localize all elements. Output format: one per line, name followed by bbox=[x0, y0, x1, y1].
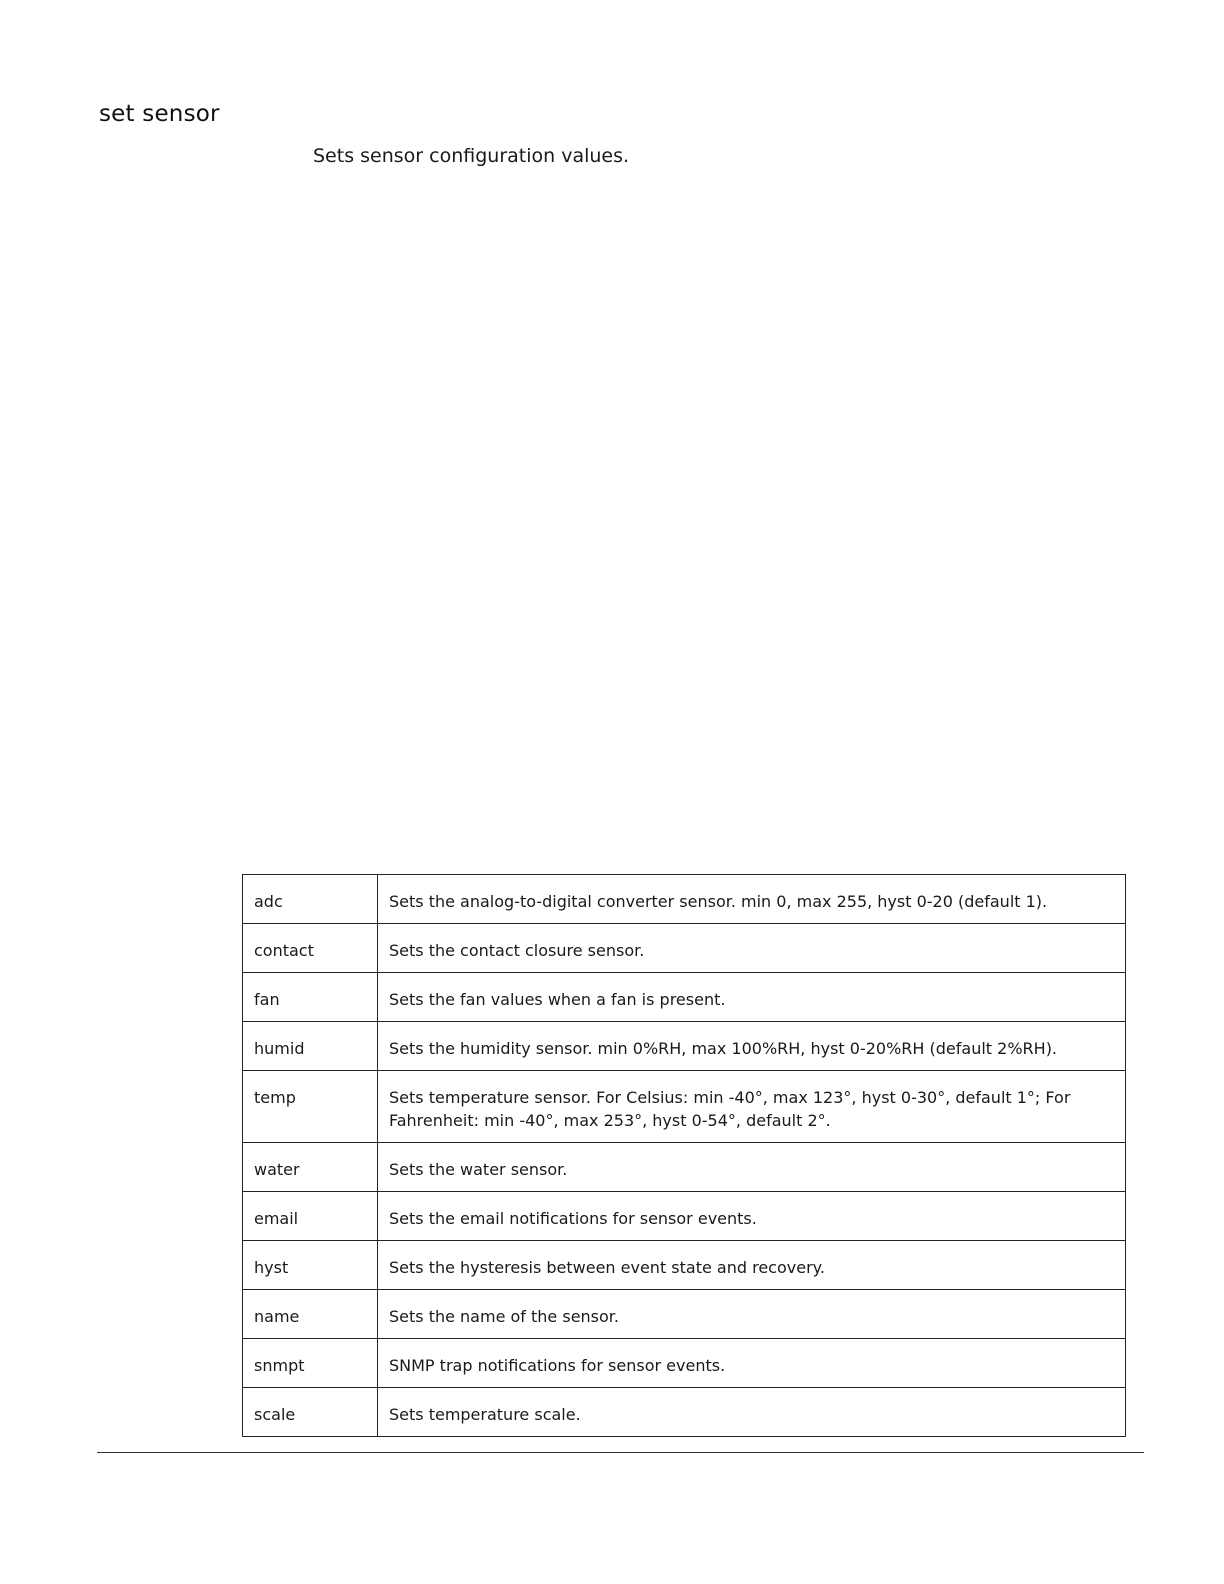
parameter-description: Sets the humidity sensor. min 0%RH, max 100%RH, hyst 0-20%RH (default 2%RH). bbox=[378, 1022, 1126, 1071]
parameter-name: water bbox=[243, 1143, 378, 1192]
parameter-description: SNMP trap notifications for sensor events. bbox=[378, 1339, 1126, 1388]
section-title: set sensor bbox=[99, 101, 220, 127]
parameter-name: scale bbox=[243, 1388, 378, 1437]
parameter-description: Sets the water sensor. bbox=[378, 1143, 1126, 1192]
parameter-name: adc bbox=[243, 875, 378, 924]
table-row bbox=[243, 1388, 1126, 1437]
parameter-description: Sets the hysteresis between event state and recovery. bbox=[378, 1241, 1126, 1290]
table-row bbox=[243, 1339, 1126, 1388]
parameter-description: Sets the email notifications for sensor events. bbox=[378, 1192, 1126, 1241]
table-row bbox=[243, 973, 1126, 1022]
table-row bbox=[243, 1071, 1126, 1143]
parameter-description: Sets the contact closure sensor. bbox=[378, 924, 1126, 973]
table-row bbox=[243, 875, 1126, 924]
parameter-name: hyst bbox=[243, 1241, 378, 1290]
section-description: Sets sensor configuration values. bbox=[313, 145, 630, 167]
table-row bbox=[243, 924, 1126, 973]
footer-divider bbox=[97, 1452, 1144, 1453]
parameter-description: Sets the fan values when a fan is present. bbox=[378, 973, 1126, 1022]
table-row bbox=[243, 1241, 1126, 1290]
parameter-name: contact bbox=[243, 924, 378, 973]
parameter-name: snmpt bbox=[243, 1339, 378, 1388]
parameter-name: fan bbox=[243, 973, 378, 1022]
parameter-description: Sets the name of the sensor. bbox=[378, 1290, 1126, 1339]
parameter-description: Sets temperature sensor. For Celsius: min -40°, max 123°, hyst 0-30°, default 1°; For Fahrenheit: min -40°, max 253°, hyst 0-54°, default 2°. bbox=[378, 1071, 1126, 1143]
parameter-name: name bbox=[243, 1290, 378, 1339]
parameter-name: humid bbox=[243, 1022, 378, 1071]
parameter-name: temp bbox=[243, 1071, 378, 1143]
parameter-name: email bbox=[243, 1192, 378, 1241]
parameter-table bbox=[242, 874, 1126, 1437]
table-row bbox=[243, 1192, 1126, 1241]
table-row bbox=[243, 1290, 1126, 1339]
parameter-description: Sets temperature scale. bbox=[378, 1388, 1126, 1437]
parameter-description: Sets the analog-to-digital converter sensor. min 0, max 255, hyst 0-20 (default 1). bbox=[378, 875, 1126, 924]
table-row bbox=[243, 1022, 1126, 1071]
table-row bbox=[243, 1143, 1126, 1192]
